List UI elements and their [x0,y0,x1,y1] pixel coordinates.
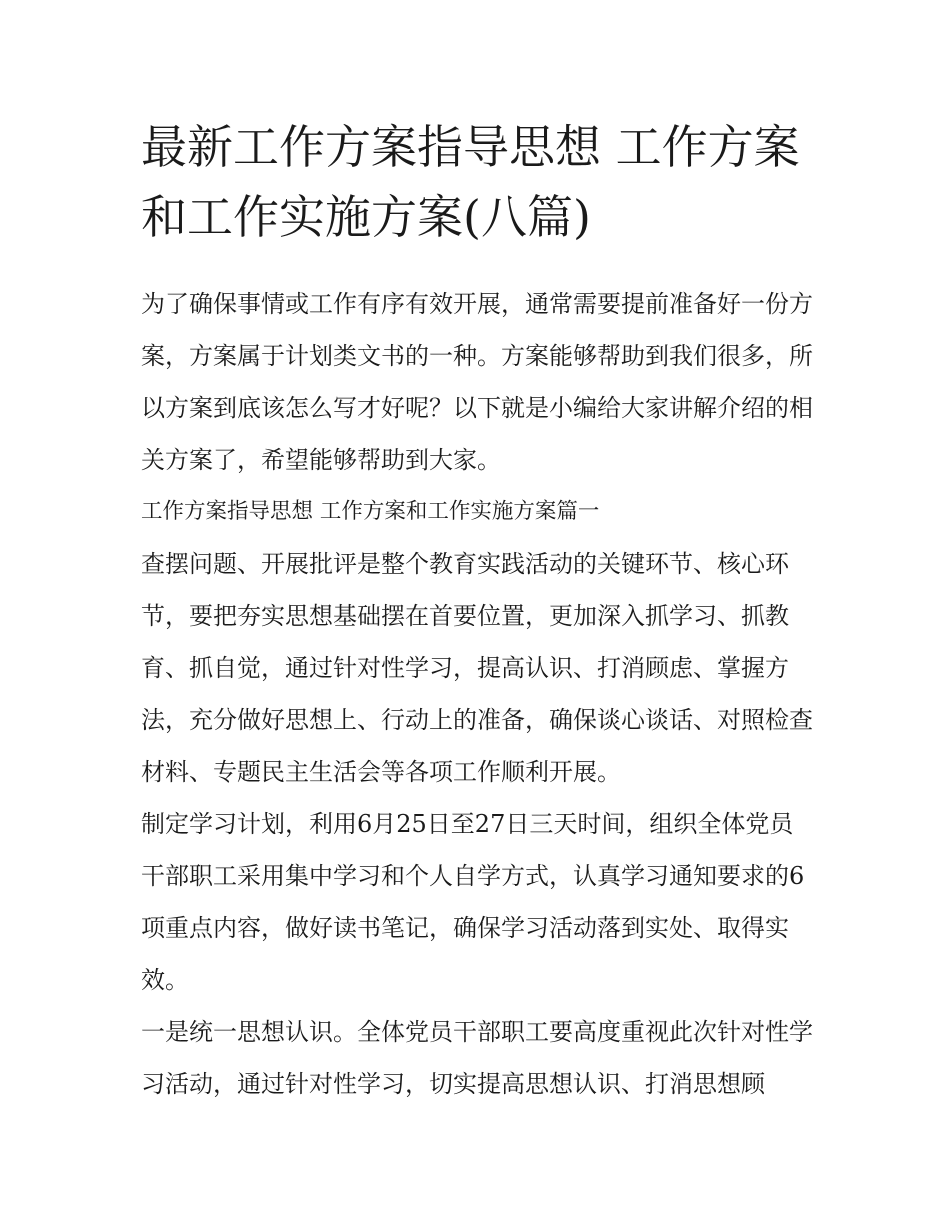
intro-paragraph: 为了确保事情或工作有序有效开展，通常需要提前准备好一份方案，方案属于计划类文书的一种。方案能够帮助到我们很多，所以方案到底该怎么写才好呢？以下就是小编给大家讲解介绍的相关方案了，希望能够帮助到大家。 [141,290,813,474]
body-paragraph: 一是统一思想认识。全体党员干部职工要高度重视此次针对性学习活动，通过针对性学习，切实提高思想认识、打消思想顾 [141,1018,813,1098]
document-page [141,112,813,1110]
body-paragraph: 查摆问题、开展批评是整个教育实践活动的关键环节、核心环节，要把夯实思想基础摆在首要位置，更加深入抓学习、抓教育、抓自觉，通过针对性学习，提高认识、打消顾虑、掌握方法，充分做好思想上、行动上的准备，确保谈心谈话、对照检查材料、专题民主生活会等各项工作顺利开展。 [141,550,813,786]
body-paragraph: 制定学习计划，利用6月25日至27日三天时间，组织全体党员干部职工采用集中学习和个人自学方式，认真学习通知要求的6项重点内容，做好读书笔记，确保学习活动落到实处、取得实效。 [141,810,805,994]
document-title: 最新工作方案指导思想 工作方案和工作实施方案(八篇) [141,120,800,244]
section-heading: 工作方案指导思想 工作方案和工作实施方案篇一 [141,499,600,524]
